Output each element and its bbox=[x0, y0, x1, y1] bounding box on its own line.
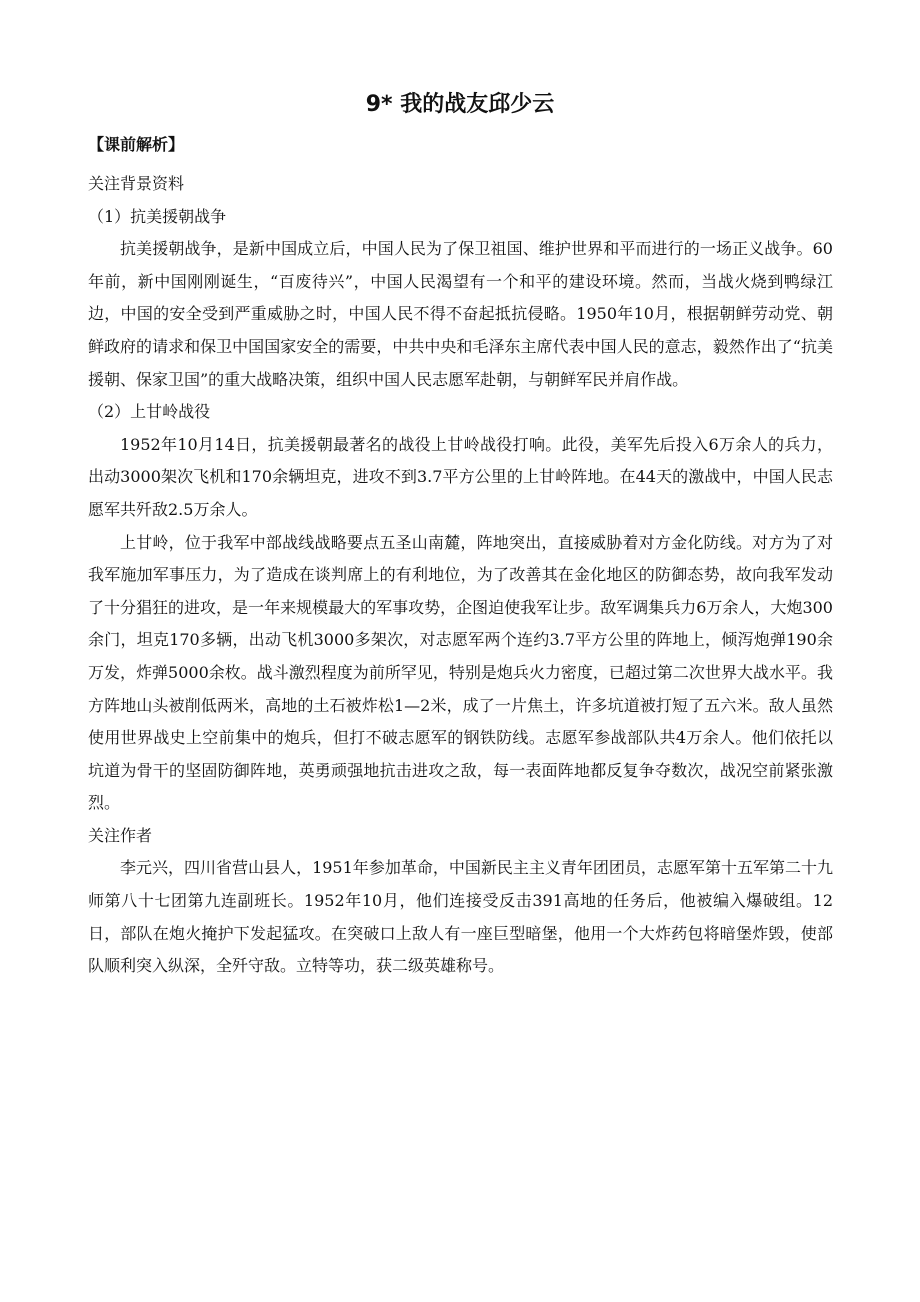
subheading-battle: （2）上甘岭战役 bbox=[88, 402, 211, 422]
paragraph-battle-detail: 上甘岭，位于我军中部战线战略要点五圣山南麓，阵地突出，直接威胁着对方金化防线。对方为了对我军施加军事压力，为了造成在谈判席上的有利地位，为了改善其在金化地区的防御态势，故向我军发动了十分猖狂的进攻，是一年来规模最大的军事攻势，企图迫使我军让步。敌军调集兵力6万余人，大炮300余门，坦克170多辆，出动飞机3000多架次，对志愿军两个连约3.7平方公里的阵地上，倾泻炮弹190余万发，炸弹5000余枚。战斗激烈程度为前所罕见，特别是炮兵火力密度，已超过第二次世界大战水平。我方阵地山头被削低两米，高地的土石被炸松1—2米，成了一片焦土，许多坑道被打短了五六米。敌人虽然使用世界战史上空前集中的炮兵，但打不破志愿军的钢铁防线。志愿军参战部队共4万余人。他们依托以坑道为骨干的坚固防御阵地，英勇顽强地抗击进攻之敌，每一表面阵地都反复争夺数次，战况空前紧张激烈。 bbox=[88, 532, 833, 813]
subheading-background: 关注背景资料 bbox=[88, 174, 185, 193]
paragraph-war: 抗美援朝战争，是新中国成立后，中国人民为了保卫祖国、维护世界和平而进行的一场正义战争。60年前，新中国刚刚诞生，“百废待兴”，中国人民渴望有一个和平的建设环境。然而，当战火烧到鸭绿江边，中国的安全受到严重威胁之时，中国人民不得不奋起抵抗侵略。1950年10月，根据朝鲜劳动党、朝鲜政府的请求和保卫中国国家安全的需要，中共中央和毛泽东主席代表中国人民的意志，毅然作出了“抗美援朝、保家卫国”的重大战略决策，组织中国人民志愿军赴朝，与朝鲜军民并肩作战。 bbox=[88, 239, 833, 389]
paragraph-battle-summary: 1952年10月14日，抗美援朝最著名的战役上甘岭战役打响。此役，美军先后投入6万余人的兵力，出动3000架次飞机和170余辆坦克，进攻不到3.7平方公里的上甘岭阵地。在44天的激战中，中国人民志愿军共歼敌2.5万余人。 bbox=[88, 434, 833, 519]
paragraph-author: 李元兴，四川省营山县人，1951年参加革命，中国新民主主义青年团团员，志愿军第十五军第二十九师第八十七团第九连副班长。1952年10月，他们连接受反击391高地的任务后，他被编入爆破组。12日，部队在炮火掩护下发起猛攻。在突破口上敌人有一座巨型暗堡，他用一个大炸药包将暗堡炸毁，使部队顺利突入纵深，全歼守敌。立特等功，获二级英雄称号。 bbox=[88, 858, 833, 976]
section-heading: 【课前解析】 bbox=[88, 135, 185, 154]
document-title: 9* 我的战友邱少云 bbox=[365, 92, 555, 117]
subheading-war: （1）抗美援朝战争 bbox=[88, 206, 227, 226]
document-body bbox=[88, 168, 833, 983]
subheading-author: 关注作者 bbox=[88, 825, 153, 845]
